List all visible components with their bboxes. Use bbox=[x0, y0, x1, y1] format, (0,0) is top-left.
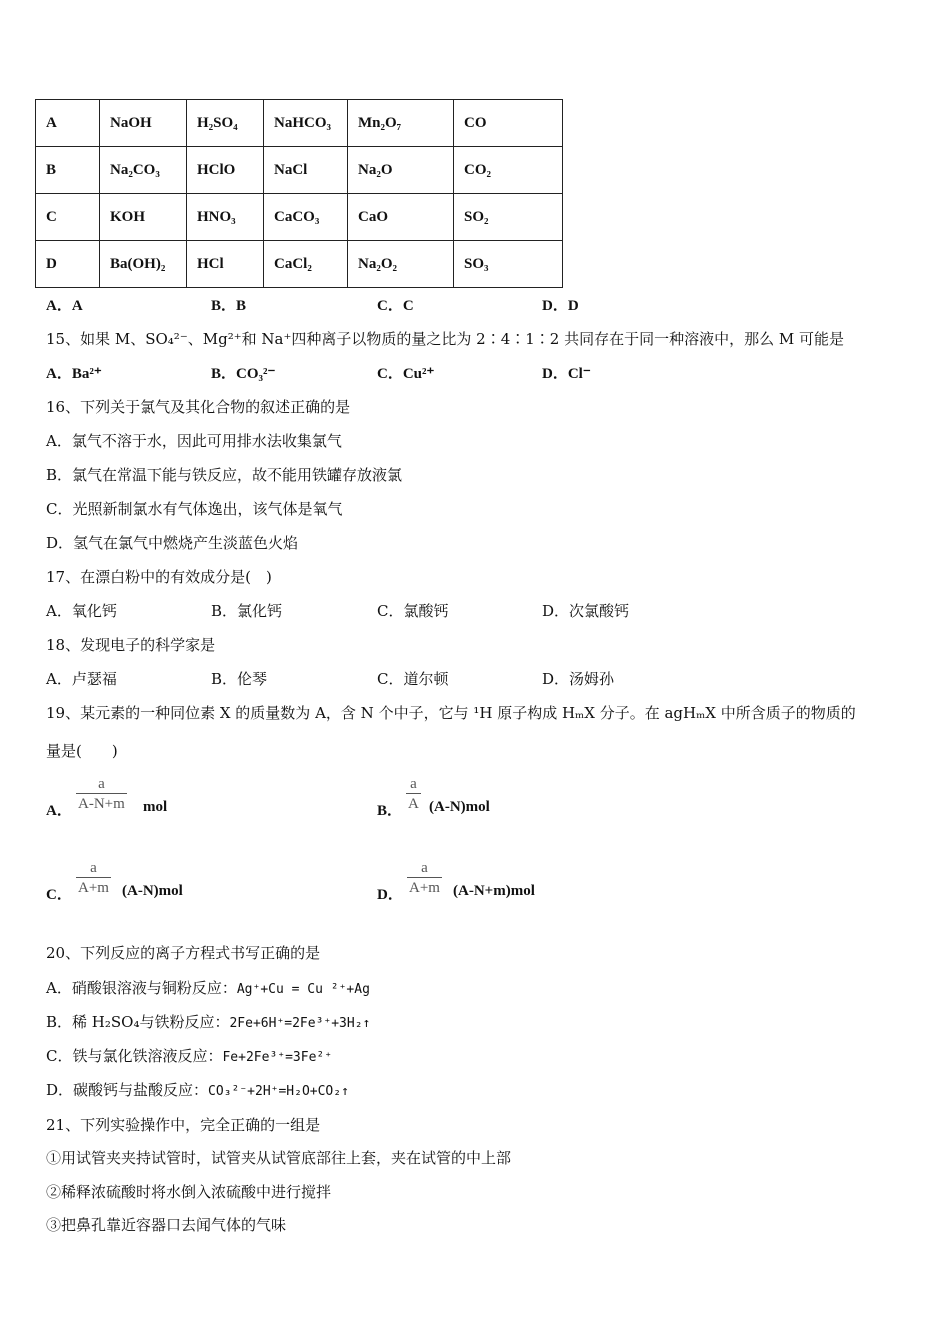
q14-option-d[interactable]: D．D bbox=[542, 298, 579, 314]
q19-option-c-label[interactable]: C． bbox=[46, 887, 72, 903]
q14-option-a[interactable]: A．A bbox=[46, 298, 83, 314]
table-cell: KOH bbox=[100, 194, 187, 241]
table-cell: CaO bbox=[348, 194, 454, 241]
q19-option-a-unit: mol bbox=[143, 799, 168, 815]
q17-stem: 17、在漂白粉中的有效成分是( ) bbox=[46, 568, 272, 586]
q20-option-d-equation: CO₃²⁻+2H⁺=H₂O+CO₂↑ bbox=[208, 1084, 349, 1099]
q19-option-d-label[interactable]: D． bbox=[377, 887, 403, 903]
table-cell: C bbox=[36, 194, 100, 241]
table-row bbox=[36, 241, 563, 288]
q15-option-b[interactable]: B．CO₃²⁻ bbox=[211, 366, 276, 382]
table-cell: Na₂CO₃ bbox=[100, 147, 187, 194]
q20-option-c-equation: Fe+2Fe³⁺=3Fe²⁺ bbox=[222, 1050, 333, 1065]
q19-option-a-label[interactable]: A． bbox=[46, 803, 72, 819]
q14-option-c[interactable]: C．C bbox=[377, 298, 414, 314]
q18-option-c[interactable]: C．道尔顿 bbox=[377, 670, 449, 688]
table-cell: NaCl bbox=[264, 147, 348, 194]
q19-option-c-unit: (A-N)mol bbox=[122, 883, 183, 899]
fraction-numerator: a bbox=[98, 776, 105, 792]
q20-option-b[interactable] bbox=[46, 1011, 370, 1032]
table-cell: B bbox=[36, 147, 100, 194]
fraction-denominator: A-N+m bbox=[76, 793, 127, 814]
fraction-denominator: A+m bbox=[76, 877, 111, 898]
q20-option-a[interactable] bbox=[46, 977, 370, 998]
q20-option-b-text: B．稀 H₂SO₄与铁粉反应： bbox=[46, 1013, 230, 1031]
table-cell: NaHCO₃ bbox=[264, 100, 348, 147]
q15-stem: 15、如果 M、SO₄²⁻、Mg²⁺和 Na⁺四种离子以物质的量之比为 2∶4∶1∶2 共同存在于同一种溶液中，那么 M 可能是 bbox=[46, 330, 844, 348]
table-cell: HClO bbox=[187, 147, 264, 194]
table-row bbox=[36, 194, 563, 241]
q20-option-d[interactable] bbox=[46, 1079, 349, 1100]
table-cell: Mn₂O₇ bbox=[348, 100, 454, 147]
q20-option-c[interactable] bbox=[46, 1045, 332, 1066]
classification-table bbox=[35, 99, 563, 288]
q17-option-c[interactable]: C．氯酸钙 bbox=[377, 602, 449, 620]
q19-option-b-unit: (A-N)mol bbox=[429, 799, 490, 815]
q16-option-d[interactable]: D．氢气在氯气中燃烧产生淡蓝色火焰 bbox=[46, 534, 299, 552]
q20-option-b-equation: 2Fe+6H⁺=2Fe³⁺+3H₂↑ bbox=[229, 1016, 371, 1031]
q21-stem: 21、下列实验操作中，完全正确的一组是 bbox=[46, 1116, 321, 1134]
table-cell: HCl bbox=[187, 241, 264, 288]
q14-option-b[interactable]: B．B bbox=[211, 298, 247, 314]
q20-option-c-text: C．铁与氯化铁溶液反应： bbox=[46, 1047, 223, 1065]
q21-item-2: ②稀释浓硫酸时将水倒入浓硫酸中进行搅拌 bbox=[46, 1183, 332, 1201]
q16-stem: 16、下列关于氯气及其化合物的叙述正确的是 bbox=[46, 398, 351, 416]
q17-option-b[interactable]: B．氯化钙 bbox=[211, 602, 283, 620]
q17-option-d[interactable]: D．次氯酸钙 bbox=[542, 602, 630, 620]
q19-option-b-label[interactable]: B． bbox=[377, 803, 403, 819]
q19-option-d-unit: (A-N+m)mol bbox=[453, 883, 535, 899]
q21-item-3: ③把鼻孔靠近容器口去闻气体的气味 bbox=[46, 1216, 287, 1234]
table-cell: A bbox=[36, 100, 100, 147]
table-cell: SO₃ bbox=[454, 241, 563, 288]
q15-option-d[interactable]: D．Cl⁻ bbox=[542, 366, 591, 382]
fraction-numerator: a bbox=[410, 776, 417, 792]
q20-option-a-equation: Ag⁺+Cu = Cu ²⁺+Ag bbox=[236, 982, 370, 997]
q20-option-d-text: D．碳酸钙与盐酸反应： bbox=[46, 1081, 209, 1099]
q19-stem-line1: 19、某元素的一种同位素 X 的质量数为 A，含 N 个中子，它与 ¹H 原子构成 HₘX 分子。在 agHₘX 中所含质子的物质的 bbox=[46, 704, 856, 722]
table-cell: CaCl₂ bbox=[264, 241, 348, 288]
table-cell: HNO₃ bbox=[187, 194, 264, 241]
q19-stem-line2: 量是( ) bbox=[46, 742, 118, 760]
q15-option-c[interactable]: C．Cu²⁺ bbox=[377, 366, 435, 382]
table-row bbox=[36, 100, 563, 147]
q16-option-a[interactable]: A．氯气不溶于水，因此可用排水法收集氯气 bbox=[46, 432, 342, 450]
table-cell: CO₂ bbox=[454, 147, 563, 194]
table-cell: D bbox=[36, 241, 100, 288]
table-cell: CO bbox=[454, 100, 563, 147]
q20-stem: 20、下列反应的离子方程式书写正确的是 bbox=[46, 944, 321, 962]
table-cell: CaCO₃ bbox=[264, 194, 348, 241]
q16-option-c[interactable]: C．光照新制氯水有气体逸出，该气体是氧气 bbox=[46, 500, 343, 518]
fraction-numerator: a bbox=[90, 860, 97, 876]
table-cell: SO₂ bbox=[454, 194, 563, 241]
q20-option-a-text: A．硝酸银溶液与铜粉反应： bbox=[46, 979, 237, 997]
table-cell: Na₂O₂ bbox=[348, 241, 454, 288]
q18-option-d[interactable]: D．汤姆孙 bbox=[542, 670, 615, 688]
q19-option-c-fraction bbox=[76, 859, 111, 898]
table-cell: H₂SO₄ bbox=[187, 100, 264, 147]
fraction-denominator: A+m bbox=[407, 877, 442, 898]
table-cell: Na₂O bbox=[348, 147, 454, 194]
q19-option-b-fraction bbox=[406, 775, 421, 814]
q16-option-b[interactable]: B．氯气在常温下能与铁反应，故不能用铁罐存放液氯 bbox=[46, 466, 403, 484]
q18-option-a[interactable]: A．卢瑟福 bbox=[46, 670, 117, 688]
fraction-denominator: A bbox=[406, 793, 421, 814]
q17-option-a[interactable]: A．氧化钙 bbox=[46, 602, 117, 620]
q19-option-d-fraction bbox=[407, 859, 442, 898]
table-cell: NaOH bbox=[100, 100, 187, 147]
table-row bbox=[36, 147, 563, 194]
table-cell: Ba(OH)₂ bbox=[100, 241, 187, 288]
q18-stem: 18、发现电子的科学家是 bbox=[46, 636, 216, 654]
q18-option-b[interactable]: B．伦琴 bbox=[211, 670, 268, 688]
q19-option-a-fraction bbox=[76, 775, 127, 814]
q21-item-1: ①用试管夹夹持试管时，试管夹从试管底部往上套，夹在试管的中上部 bbox=[46, 1149, 512, 1167]
fraction-numerator: a bbox=[421, 860, 428, 876]
q15-option-a[interactable]: A．Ba²⁺ bbox=[46, 366, 102, 382]
